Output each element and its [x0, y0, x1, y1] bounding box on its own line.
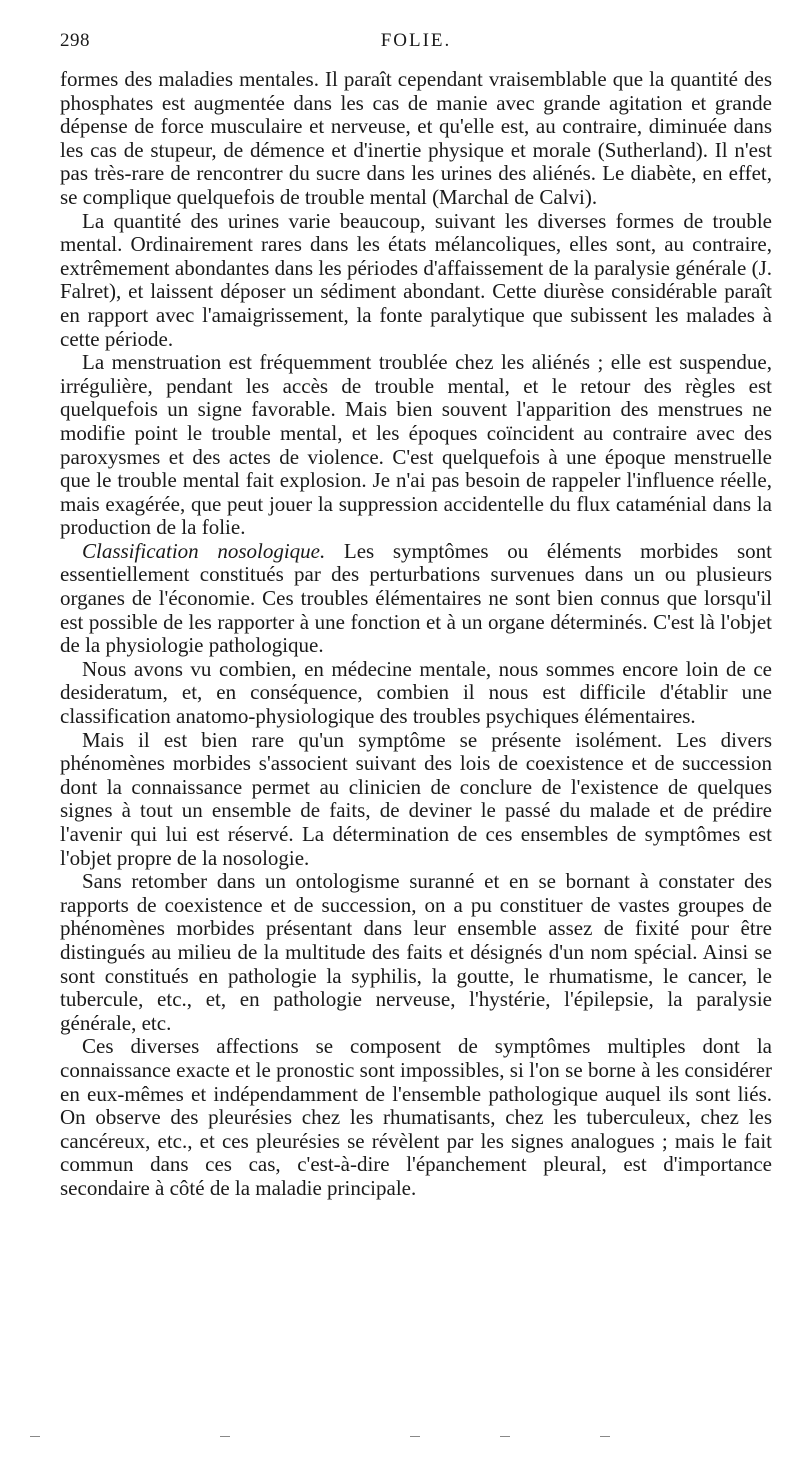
page-header — [60, 30, 772, 68]
paragraph-1 — [60, 68, 772, 210]
paragraph-text: Sans retomber dans un ontologisme suranné et en se bornant à constater des rapports de coexistence et de succession, on a pu constituer de vastes groupes de phénomènes morbides présentant dans leur ensemble assez de fixité pour être distingués au milieu de la multitude des faits et désignés d'un nom spécial. Ainsi se sont constitués en pathologie la syphilis, la goutte, le rhumatisme, le cancer, le tubercule, etc., et, en pathologie nerveuse, l'hystérie, l'épilepsie, la paralysie générale, etc. — [60, 869, 772, 1035]
paragraph-5 — [60, 658, 772, 729]
print-mark — [220, 1436, 230, 1437]
paragraph-7 — [60, 870, 772, 1035]
body-text — [60, 68, 772, 1201]
page-number: 298 — [60, 30, 90, 51]
paragraph-text: La menstruation est fréquemment troublée chez les aliénés ; elle est suspendue, irrégulière, pendant les accès de trouble mental, et le retour des règles est quelquefois un signe favorable. Mais bien souvent l'apparition des menstrues ne modifie point le trouble mental, et les époques coïncident au contraire avec des paroxysmes et des actes de violence. C'est quelquefois à une époque menstruelle que le trouble mental fait explosion. Je n'ai pas besoin de rappeler l'influence réelle, mais exagérée, que peut jouer la suppression accidentelle du flux cataménial dans la production de la folie. — [60, 350, 772, 540]
print-mark — [500, 1436, 510, 1437]
paragraph-text: Mais il est bien rare qu'un symptôme se présente isolément. Les divers phénomènes morbides s'associent suivant des lois de coexistence et de succession dont la connaissance permet au clinicien de conclure de l'existence de quelques signes à tout un ensemble de faits, de deviner le passé du malade et de prédire l'avenir qui lui est réservé. La détermination de ces ensembles de symptômes est l'objet propre de la nosologie. — [60, 727, 772, 870]
paragraph-6 — [60, 729, 772, 871]
paragraph-text: Nous avons vu combien, en médecine mentale, nous sommes encore loin de ce desideratum, et, en conséquence, combien il nous est difficile d'établir une classification anatomo-physiologique des troubles psychiques élémentaires. — [60, 656, 772, 729]
print-mark — [410, 1436, 420, 1437]
paragraph-text: formes des maladies mentales. Il paraît cependant vraisemblable que la quantité des phosphates est augmentée dans les cas de manie avec grande agitation et grande dépense de force musculaire et nerveuse, et qu'elle est, au contraire, diminuée dans les cas de stupeur, de démence et d'inertie physique et morale (Sutherland). Il n'est pas très-rare de rencontrer du sucre dans les urines des aliénés. Le diabète, en effet, se complique quelquefois de trouble mental (Marchal de Calvi). — [60, 67, 772, 209]
paragraph-text: La quantité des urines varie beaucoup, suivant les diverses formes de trouble mental. Ordinairement rares dans les états mélancoliques, elles sont, au contraire, extrêmement abondantes dans les périodes d'affaissement de la paralysie générale (J. Falret), et laissent déposer un sédiment abondant. Cette diurèse considérable paraît en rapport avec l'amaigrissement, la fonte paralytique que subissent les malades à cette période. — [60, 208, 772, 351]
paragraph-4 — [60, 540, 772, 658]
paragraph-3 — [60, 351, 772, 540]
print-mark — [30, 1436, 40, 1437]
paragraph-2 — [60, 210, 772, 352]
paragraph-text: Ces diverses affections se composent de symptômes multiples dont la connaissance exacte et le pronostic sont impossibles, si l'on se borne à les considérer en eux-mêmes et indépendamment de l'ensemble pathologique auquel ils sont liés. On observe des pleurésies chez les rhumatisants, chez les tuberculeux, chez les cancéreux, etc., et ces pleurésies se révèlent par les signes analogues ; mais le fait commun dans ces cas, c'est-à-dire l'épanchement pleural, est d'importance secondaire à côté de la maladie principale. — [60, 1034, 772, 1200]
paragraph-8 — [60, 1035, 772, 1200]
print-marks — [30, 1436, 740, 1440]
section-label: Classification nosologique. — [82, 538, 326, 563]
print-mark — [600, 1436, 610, 1437]
running-head: FOLIE. — [380, 30, 452, 51]
paragraph-text: Les symptômes ou éléments morbides sont essentiellement constitués par des perturbations survenues dans un ou plusieurs organes de l'économie. Ces troubles élémentaires ne sont bien connus que lorsqu'il est possible de les rapporter à une fonction et à un organe déterminés. C'est là l'objet de la physiologie pathologique. — [60, 538, 772, 658]
